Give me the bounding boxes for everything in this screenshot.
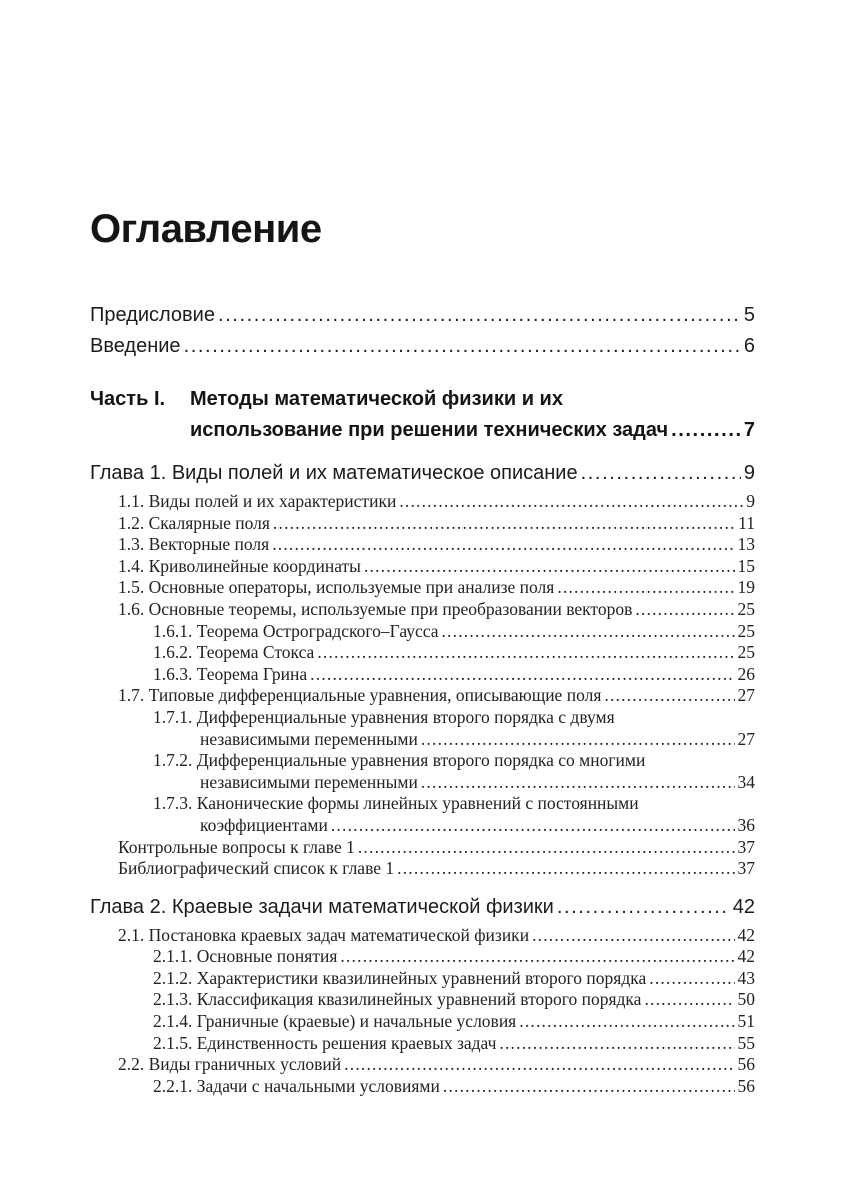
page-number: 11 <box>738 512 755 533</box>
page-number: 26 <box>737 663 755 684</box>
toc-entry-text: 2.1. Постановка краевых задач математической физики <box>118 924 530 945</box>
page-number: 55 <box>737 1032 755 1053</box>
page-number: 37 <box>737 858 755 879</box>
toc-entry-text: коэффициентами <box>200 814 328 835</box>
toc-entry-text: 1.6.3. Теорема Грина <box>153 663 308 684</box>
toc-row <box>90 837 755 859</box>
page-number: 42 <box>732 895 755 918</box>
dot-leader <box>397 858 734 880</box>
page-number: 43 <box>737 967 755 988</box>
dot-leader <box>364 556 735 578</box>
toc-row <box>90 892 755 923</box>
toc-entry-text: независимыми переменными <box>200 771 418 792</box>
dot-leader <box>272 534 734 556</box>
dot-leader <box>557 892 730 923</box>
page-number: 42 <box>737 924 755 945</box>
toc-row <box>90 815 755 837</box>
toc-row <box>90 1076 755 1098</box>
page-number: 25 <box>737 620 755 641</box>
toc-row <box>90 513 755 535</box>
toc-row <box>90 858 755 880</box>
toc-row <box>90 729 755 751</box>
toc <box>90 300 755 1097</box>
page-number: 7 <box>743 419 755 441</box>
toc-row <box>90 491 755 513</box>
toc-entry-text: 1.7.3. Канонические формы линейных уравнений с постоянными <box>153 793 639 814</box>
toc-row <box>90 331 755 362</box>
part-label: Часть I. <box>90 388 166 410</box>
page-title: Оглавление <box>90 207 322 251</box>
dot-leader <box>358 837 735 859</box>
toc-entry-text: 1.3. Векторные поля <box>118 534 270 555</box>
page-number: 42 <box>737 946 755 967</box>
page-number: 36 <box>737 814 755 835</box>
toc-entry-text: Глава 2. Краевые задачи математической физики <box>90 895 554 918</box>
toc-entry-text: 2.1.2. Характеристики квазилинейных уравнений второго порядка <box>153 967 647 988</box>
dot-leader <box>273 513 735 535</box>
page-number: 13 <box>737 534 755 555</box>
toc-entry-text: 1.7.2. Дифференциальные уравнения второго порядка со многими <box>153 750 646 771</box>
dot-leader <box>421 729 735 751</box>
dot-leader <box>443 1076 735 1098</box>
page-number: 25 <box>737 598 755 619</box>
toc-row <box>90 556 755 578</box>
toc-row <box>90 300 755 331</box>
dot-leader <box>519 1011 734 1033</box>
toc-entry-text: 1.5. Основные операторы, используемые при анализе поля <box>118 577 555 598</box>
page-number: 51 <box>737 1011 755 1032</box>
toc-row <box>90 577 755 599</box>
toc-entry-text: 1.6.2. Теорема Стокса <box>153 642 315 663</box>
dot-leader <box>344 1054 734 1076</box>
toc-entry-text: Библиографический список к главе 1 <box>118 858 395 879</box>
toc-row <box>90 642 755 664</box>
toc-row <box>90 750 755 772</box>
toc-entry-text: 1.7.1. Дифференциальные уравнения второго порядка с двумя <box>153 706 615 727</box>
dot-leader <box>671 415 741 446</box>
dot-leader <box>499 1033 734 1055</box>
page-number: 6 <box>743 335 755 357</box>
toc-row <box>90 599 755 621</box>
toc-entry-text: 1.6. Основные теоремы, используемые при преобразовании векторов <box>118 598 633 619</box>
toc-row <box>90 1011 755 1033</box>
page-number: 27 <box>737 728 755 749</box>
dot-leader <box>218 300 741 331</box>
page-number: 19 <box>737 577 755 598</box>
dot-leader <box>635 599 734 621</box>
toc-entry-text: 1.6.1. Теорема Остроградского–Гаусса <box>153 620 439 641</box>
toc-entry-text: независимыми переменными <box>200 728 418 749</box>
toc-entry-text: Введение <box>90 335 181 357</box>
toc-row <box>90 968 755 990</box>
toc-row <box>90 707 755 729</box>
toc-row <box>90 989 755 1011</box>
dot-leader <box>649 968 734 990</box>
toc-entry-text: 1.1. Виды полей и их характеристики <box>118 491 397 511</box>
toc-row <box>90 458 755 489</box>
page-number: 9 <box>746 491 755 511</box>
dot-leader <box>340 946 734 968</box>
toc-row <box>90 1033 755 1055</box>
toc-row <box>90 664 755 686</box>
page-number: 37 <box>737 836 755 857</box>
dot-leader <box>604 685 734 707</box>
page-number: 56 <box>737 1054 755 1075</box>
toc-entry-text: Предисловие <box>90 304 215 326</box>
toc-row <box>90 946 755 968</box>
dot-leader <box>399 491 743 513</box>
toc-row <box>90 793 755 815</box>
toc-entry-text: 2.2. Виды граничных условий <box>118 1054 342 1075</box>
toc-entry-text: использование при решении технических задач <box>190 419 669 441</box>
page-number: 25 <box>737 642 755 663</box>
dot-leader <box>557 577 734 599</box>
toc-entry-text: 1.2. Скалярные поля <box>118 512 270 533</box>
dot-leader <box>421 772 735 794</box>
dot-leader <box>581 458 741 489</box>
page-number: 27 <box>737 685 755 706</box>
toc-entry-text: Методы математической физики и их <box>190 388 563 410</box>
toc-row <box>90 384 755 415</box>
toc-entry-text: 2.1.4. Граничные (краевые) и начальные условия <box>153 1011 517 1032</box>
dot-leader <box>184 331 741 362</box>
toc-entry-text: 2.1.3. Классификация квазилинейных уравнений второго порядка <box>153 989 642 1010</box>
dot-leader <box>532 925 734 947</box>
toc-entry-text: 1.4. Криволинейные координаты <box>118 555 361 576</box>
page-number: 34 <box>737 771 755 792</box>
toc-entry-text: 2.1.5. Единственность решения краевых задач <box>153 1032 497 1053</box>
toc-row <box>90 772 755 794</box>
page-number: 50 <box>737 989 755 1010</box>
page-number: 9 <box>743 462 755 484</box>
dot-leader <box>317 642 734 664</box>
dot-leader <box>644 989 734 1011</box>
toc-row <box>90 1054 755 1076</box>
toc-row <box>90 685 755 707</box>
toc-row <box>90 534 755 556</box>
toc-row <box>90 621 755 643</box>
dot-leader <box>310 664 734 686</box>
page-number: 56 <box>737 1075 755 1096</box>
toc-entry-text: 2.2.1. Задачи с начальными условиями <box>153 1075 440 1096</box>
dot-leader <box>441 621 734 643</box>
toc-entry-text: Контрольные вопросы к главе 1 <box>118 836 355 857</box>
toc-entry-text: 1.7. Типовые дифференциальные уравнения, описывающие поля <box>118 685 602 706</box>
toc-entry-text: Глава 1. Виды полей и их математическое описание <box>90 462 578 484</box>
toc-entry-text: 2.1.1. Основные понятия <box>153 946 338 967</box>
page-number: 5 <box>743 304 755 326</box>
toc-row <box>90 925 755 947</box>
toc-row <box>90 415 755 446</box>
page-number: 15 <box>737 555 755 576</box>
dot-leader <box>331 815 735 837</box>
